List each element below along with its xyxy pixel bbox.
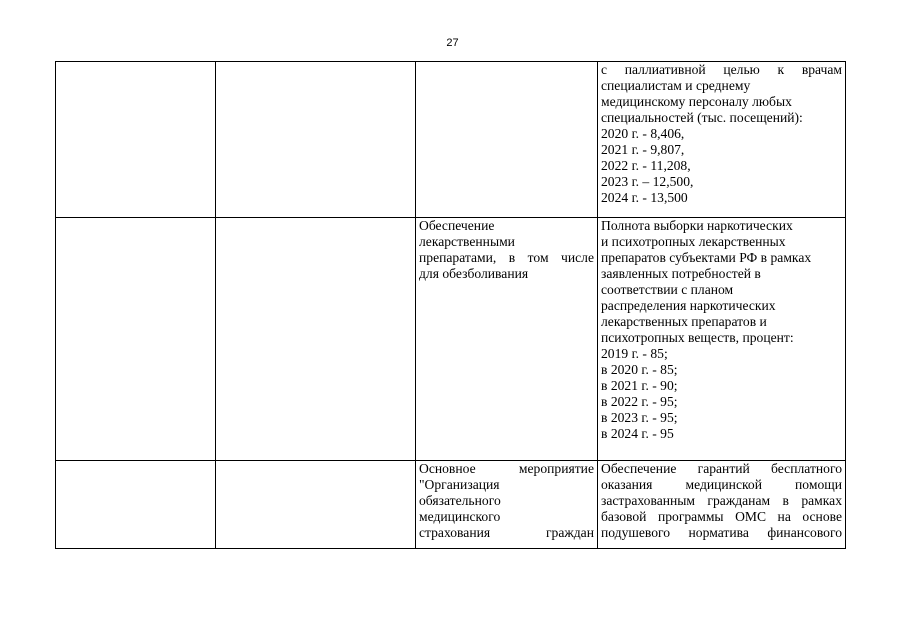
text-line: оказания медицинской помощи — [601, 477, 842, 492]
text-line: 2023 г. – 12,500, — [601, 174, 694, 189]
text-line: лекарственными — [419, 234, 515, 249]
text-line: для обезболивания — [419, 266, 529, 281]
activity-cell — [416, 218, 598, 461]
text-line: лекарственных препаратов и — [601, 314, 767, 329]
text-line: "Организация — [419, 477, 500, 492]
indicator-cell — [598, 461, 846, 549]
text-line: специалистам и среднему — [601, 78, 751, 93]
text-line: в 2024 г. - 95 — [601, 426, 674, 441]
text-line: психотропных веществ, процент: — [601, 330, 794, 345]
text-line: заявленных потребностей в — [601, 266, 761, 281]
table-row — [56, 62, 846, 218]
text-line: Полнота выборки наркотических — [601, 218, 793, 233]
text-line: специальностей (тыс. посещений): — [601, 110, 803, 125]
cell-empty — [216, 461, 416, 549]
text-line: в 2021 г. - 90; — [601, 378, 678, 393]
cell-empty — [216, 62, 416, 218]
cell-empty — [56, 461, 216, 549]
cell-empty — [56, 218, 216, 461]
text-line: в 2022 г. - 95; — [601, 394, 678, 409]
indicator-cell — [598, 62, 846, 218]
cell-empty — [56, 62, 216, 218]
cell-empty — [216, 218, 416, 461]
text-line: соответствии с планом — [601, 282, 734, 297]
text-line: 2020 г. - 8,406, — [601, 126, 685, 141]
text-line: распределения наркотических — [601, 298, 776, 313]
table-row — [56, 218, 846, 461]
text-line: в 2020 г. - 85; — [601, 362, 678, 377]
text-line: медицинского — [419, 509, 501, 524]
text-line: обязательного — [419, 493, 501, 508]
text-line: базовой программы ОМС на основе — [601, 509, 842, 524]
text-line: и психотропных лекарственных — [601, 234, 786, 249]
text-line: препаратов субъектами РФ в рамках — [601, 250, 812, 265]
page-number: 27 — [446, 37, 459, 49]
text-line: с паллиативной целью к врачам — [601, 62, 842, 77]
text-line: Обеспечение гарантий бесплатного — [601, 461, 842, 476]
text-line: 2022 г. - 11,208, — [601, 158, 691, 173]
text-line: застрахованным гражданам в рамках — [601, 493, 842, 508]
activity-cell — [416, 62, 598, 218]
text-line: Обеспечение — [419, 218, 495, 233]
activity-cell — [416, 461, 598, 549]
table-row — [56, 461, 846, 549]
program-table — [55, 61, 846, 549]
text-line: 2024 г. - 13,500 — [601, 190, 688, 205]
text-line: препаратами, в том числе — [419, 250, 594, 265]
indicator-cell — [598, 218, 846, 461]
text-line: Основное мероприятие — [419, 461, 594, 476]
text-line: страхования граждан — [419, 525, 594, 540]
text-line: подушевого норматива финансового — [601, 525, 842, 540]
text-line: в 2023 г. - 95; — [601, 410, 678, 425]
text-line: 2021 г. - 9,807, — [601, 142, 685, 157]
text-line: медицинскому персоналу любых — [601, 94, 792, 109]
text-line: 2019 г. - 85; — [601, 346, 668, 361]
